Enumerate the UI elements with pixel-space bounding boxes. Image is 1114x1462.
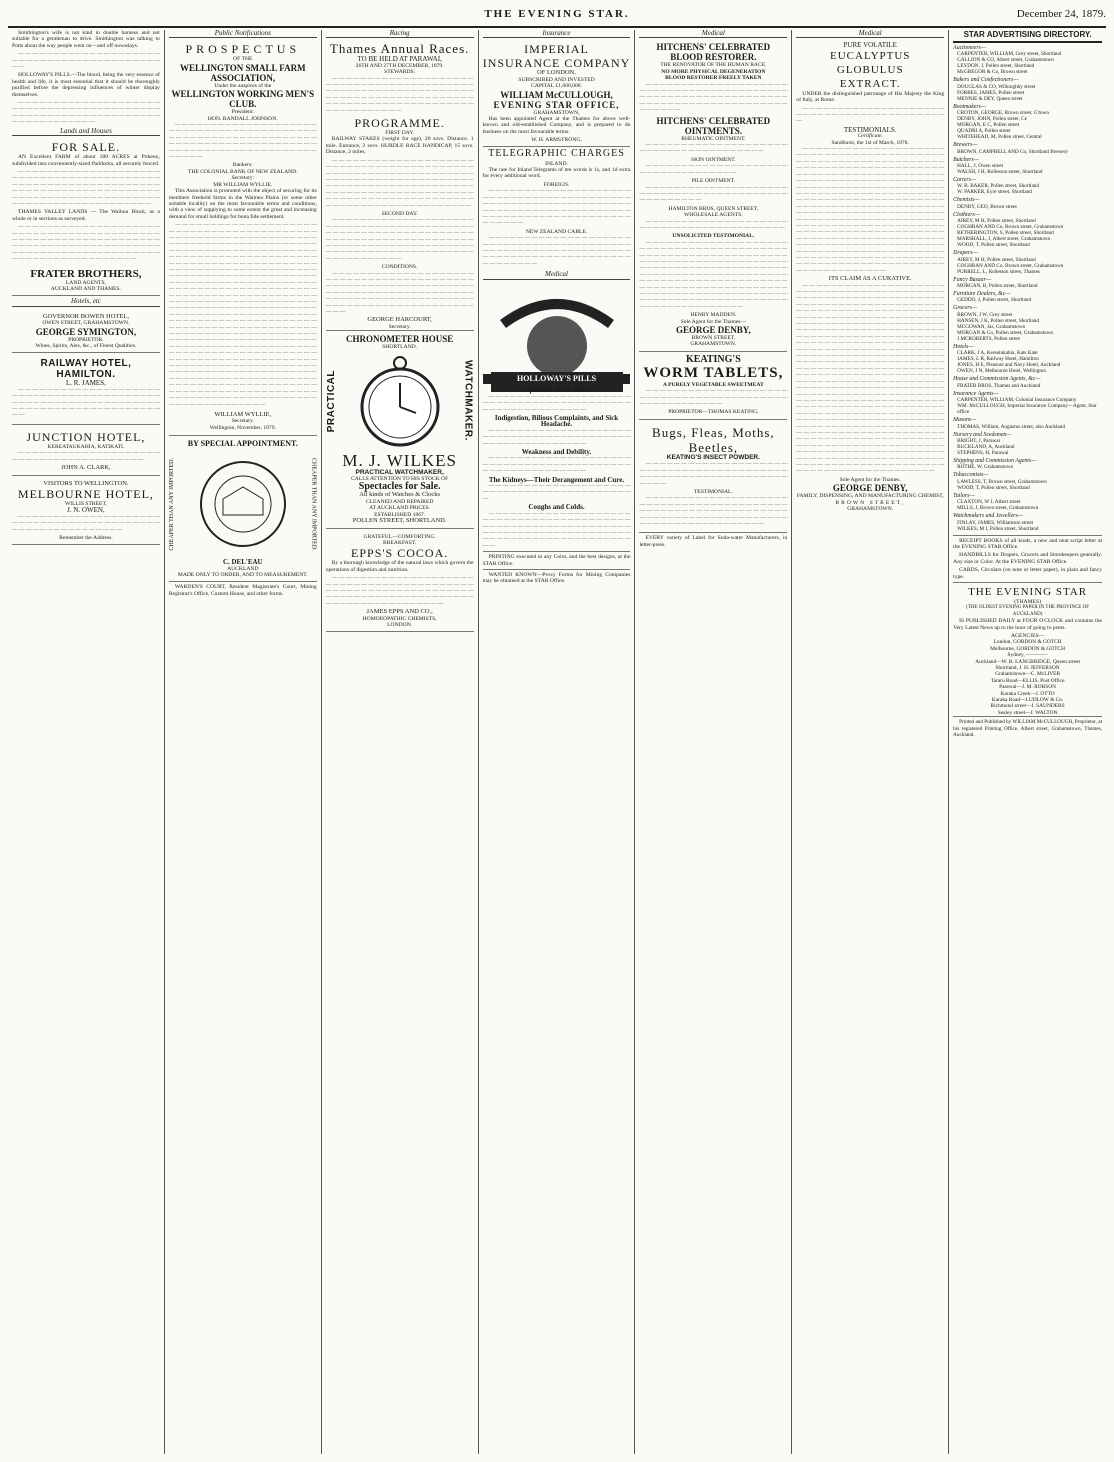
receipt-ad: RECEIPT BOOKS of all kinds, a new and neat script letter at the EVENING STAR Office. [953, 535, 1102, 551]
second-day-list: — — — — — — — — — — — — — — — — — — — — — — — — — — — — — — — — — — — — — — — — — — — — — — — — — — — — — — — — — — — — — — — — — — — — — — — — — — — — — — — — — — — — — — — — — — — — — — — — — — — — — — — — — — — — — — — — — — — — — — — — — — — — — — — — — — — — — — — — [325, 217, 474, 262]
epps-ad [326, 531, 474, 633]
cards-ad: CARDS, Circulars (on note or letter paper), in plain and fancy type. [953, 567, 1103, 580]
george-symington: GEORGE SYMINGTON, [35, 326, 137, 337]
lead-paragraph: Smithington's wife is not kind in double harness and not suitable for a gentleman to drive. Smithington was talking to Potts about the way people went on—and off nowadays. [12, 30, 160, 49]
directory-entry: JONES, H E, Pleasure and Navy Hotel, Auckland [957, 362, 1061, 369]
harcourt-sub: Secretary. [388, 323, 411, 330]
club-name: WELLINGTON WORKING MEN'S CLUB. [171, 89, 315, 110]
grateful: GRATEFUL—COMFORTING. [363, 533, 436, 540]
armstrong: W. H. ARMSTRONG, [531, 137, 582, 144]
henry-madden: HENRY MADDEN. [690, 312, 737, 319]
chrono-place: SHORTLAND. [382, 344, 418, 351]
agency-entry: Auckland—W. B. LANGBRIDGE, Queen street [975, 658, 1080, 665]
pollen-street: POLLEN STREET, SHORTLAND. [352, 517, 447, 525]
directory-entry: MENNIE & DEY, Queen street [957, 95, 1023, 102]
evening-star-sub: (THAMES) [1014, 598, 1041, 605]
chrono-heading: CHRONOMETER HOUSE [346, 334, 454, 345]
published-daily: IS PUBLISHED DAILY at FOUR O'CLOCK and contains the Very Latest News up to the hour of going to press. [953, 618, 1103, 631]
nz-cable-body: — — — — — — — — — — — — — — — — — — — — — — — — — — — — — — — — — — — — — — — — — — — — — — — — — — — — — — — — — — — — — — — — — — — — — — — — — — — — — — — — — — — — — — — — — — — [482, 235, 631, 267]
kidneys-body: — — — — — — — — — — — — — — — — — — — — — — — — — — — — — — — — — — — — — — — — — — [482, 483, 631, 502]
governor-bowen-ad [12, 311, 160, 354]
hamilton: HAMILTON BROS, QUEEN STREET, [668, 205, 759, 212]
agency-entry: Parawai—J. M. ROBSON [999, 684, 1057, 691]
denby-right: GEORGE DENBY, [832, 483, 908, 494]
under-auspices: Under the auspices of the [214, 82, 272, 89]
column-7 [949, 30, 1106, 1454]
agents-list: — — — — — — — — — — — — — — — — — — — — — — — — — — — — — — — — — — — — — — — — — [639, 218, 788, 231]
directory-entry: DENBY, JOHN, Pollen street, Ce [957, 116, 1027, 123]
warden-notice: WARDEN'S COURT, Resident Magistrate's Court, Mining Registrar's Office, Custom House, and other forms. [168, 584, 317, 597]
agency-entry: Sydney, ———— [1007, 652, 1048, 659]
worm-tablets: WORM TABLETS, [643, 364, 784, 381]
bugs-heading: Bugs, Fleas, Moths, Beetles, [652, 424, 775, 455]
breakfast: BREAKFAST. [383, 539, 417, 546]
forsale-heading: FOR SALE. [51, 140, 121, 155]
directory-entry: GEDDO, J, Pollen street, Shortland [957, 297, 1032, 304]
unsolicited-body: — — — — — — — — — — — — — — — — — — — — — — — — — — — — — — — — — — — — — — — — — — — — — — — — — — — — — — — — — — — — — — — — — — — — — — — — — — — — — — — — — — — — — — — — — — — — — — — — — — — — — — — — — — — — — — — — — — — — — — — — — — — — — — — — — — — — — — — — — — — — — — — — — — — — — — — — — — — — — — — — — — — — — — — — — — — — — — — — — — — — — — — — — — — — — — — — — — — — — — — — — — — — — — — — — — — — — — — — — — — — — — — — [639, 239, 788, 310]
wilkes-sub: PRACTICAL WATCHMAKER, [355, 468, 444, 476]
indigestion-body: — — — — — — — — — — — — — — — — — — — — — — — — — — — — — — — — — — — — — — — — — — — — — — — — — — — — — — — — [482, 427, 631, 447]
worm-sub: A PURELY VEGETABLE SWEETMEAT [662, 381, 764, 388]
masthead-rule [8, 26, 1106, 28]
dated-line: Wellington, November, 1879. [209, 424, 276, 431]
watchmaker-vertical: WATCHMAKER. [462, 360, 474, 442]
visitors-heading: VISITORS TO WELLINGTON. [43, 479, 129, 487]
directory-entry: CROTON, GEORGE, Brown street, G'town [957, 110, 1049, 117]
directory-entry: WOOD, T, Pollen street, Shortland [957, 484, 1030, 491]
junction-hotel-ad [12, 427, 160, 476]
masthead [8, 8, 1106, 24]
column-4 [479, 30, 636, 1454]
directory-entry: BETHERINGTON, S, Pollen street, Shortland [957, 230, 1054, 237]
directory-entry: WOOD, T, Pollen street, Shortland [957, 242, 1030, 249]
directory-entry: W. PARKER, Eyre street, Shortland [957, 189, 1032, 196]
directory-heading: Shipping and Commission Agents— [953, 457, 1037, 464]
epps-sig: JAMES EPPS AND CO., [366, 608, 433, 616]
pile: PILE OINTMENT. [691, 178, 736, 185]
signed-name: WILLIAM WYLLIE, [214, 410, 272, 418]
skin: SKIN OINTMENT. [691, 156, 736, 163]
epps-body-cont: — — — — — — — — — — — — — — — — — — — — — — — — — — — — — — — — — — — — — — — — — — — — — — — — — — — — — — — — — — — — — — — — — — — — — — — — — — — — — — — — — — — — — — — — — — — — — — — — — — — — [325, 575, 474, 607]
eucalyptus: EUCALYPTUS GLOBULUS [830, 49, 911, 76]
column-1 [8, 30, 165, 1454]
stewards-label: STEWARDS: [384, 69, 416, 76]
directory-entry: LEYDON, J, Pollen street, Shortland [957, 63, 1035, 70]
first-day: FIRST DAY. [385, 130, 415, 137]
junction-body: — — — — — — — — — — — — — — — — — — — — — — — — — — — — — — — — — — — — — — — [12, 450, 160, 463]
cheaper-left: CHEAPER THAN ANY IMPORTED. [168, 457, 175, 551]
agencies-list [953, 639, 1102, 716]
second-day: SECOND DAY. [381, 210, 418, 217]
directory-entry: LAWLESS, T, Brown street, Grahamstown [957, 478, 1047, 485]
deleau-stamp-icon [198, 459, 288, 549]
secretary-name: MR WILLIAM WYLLIE. [213, 181, 273, 188]
handbills-ad: HANDBILLS for Drapers, Grocers and Storekeepers generally. Any size or Color. At the EVENING STAR Office. [953, 552, 1103, 565]
prospectus-heading: PROSPECTUS [185, 42, 301, 57]
frater-ad [12, 265, 160, 297]
renovator: THE RENOVATOR OF THE HUMAN RACE. [660, 62, 767, 69]
claim-heading: ITS CLAIM AS A CURATIVE. [828, 275, 912, 283]
frater-sub: LAND AGENTS, [65, 279, 106, 286]
section-heading-insurance: Insurance [483, 30, 631, 38]
star-office: EVENING STAR OFFICE, [493, 99, 620, 110]
insect-testimonial: TESTIMONIAL. [693, 488, 733, 495]
president-label: President: [231, 109, 254, 116]
mccullough: WILLIAM McCULLOUGH, [500, 89, 613, 100]
junction-addr: KEREATAUKAHIA, KATIKATI. [47, 443, 125, 450]
agencies-label: AGENCIES— [1010, 633, 1045, 639]
melbourne-name: MELBOURNE HOTEL, [17, 486, 154, 501]
weakness: Weakness and Debility. [521, 448, 592, 457]
made-to-order: MADE ONLY TO ORDER, AND TO MEASUREMENT. [177, 571, 308, 578]
certificate: Certificate. [857, 133, 883, 140]
telegraph-body: The rate for Inland Telegrams of ten words is 1s, and 1d extra for every additional word. [482, 167, 631, 180]
directory-entry: CARPENTER, WILLIAM, Colonial Insurance Company [957, 397, 1077, 404]
race-list: — — — — — — — — — — — — — — — — — — — — — — — — — — — — — — — — — — — — — — — — — — — — — — — — — — — — — — — — — — — — — — — — — — — — — — — — — — — — — — — — — — — — — — — — — — — — — — — — — — — — — — — — — — — — — — — — — — — — — — — — — — — — — — — — — — — — — — — — — — — — — — — — — — — — — — — — — — — — — — — — — — — — — — — [325, 157, 474, 209]
directory-entry: CLARK, J A, Kereatukahia, Kats Kate [957, 350, 1038, 357]
epps-sub: HOMOEOPATHIC CHEMISTS, [362, 615, 437, 622]
wilkes-name: M. J. WILKES [342, 450, 457, 470]
denby: GEORGE DENBY, [676, 325, 751, 336]
testimonials: TESTIMONIALS. [843, 125, 897, 134]
special-appointment: BY SPECIAL APPOINTMENT. [187, 439, 298, 449]
directory-heading: Butchers— [953, 156, 979, 163]
owen-name: J. N. OWEN, [67, 506, 105, 515]
governor-bowen-addr: OWEN STREET, GRAHAMSTOWN. [42, 320, 130, 327]
directory-entry: BROWN, J W, Grey street [957, 311, 1013, 318]
bankers-label: Bankers: [232, 162, 253, 169]
of-london: OF LONDON. [537, 69, 576, 77]
directory-entry: OWEN, J N, Melbourne Hotel, Wellington [957, 368, 1046, 375]
bank-name: THE COLONIAL BANK OF NEW ZEALAND. [187, 168, 298, 175]
directory-entry: WHITEHEAD, M, Pollen street, Central [957, 134, 1042, 141]
newspaper-title: THE EVENING STAR. [484, 8, 630, 20]
no-more: NO MORE PHYSICAL DEGENERATION [661, 68, 766, 75]
frater-addr: AUCKLAND AND THAMES. [50, 286, 122, 292]
epps-london: LONDON. [387, 621, 413, 628]
thomas-keating: PROPRIETOR—THOMAS KEATING, [668, 409, 759, 416]
wines-line: Wines, Spirits, Ales, &c., of Finest Qualities. [35, 343, 137, 350]
capital: CAPITAL £1,600,000. [531, 83, 582, 90]
directory-heading: Tailors— [953, 492, 975, 499]
railway-hotel-ad [12, 355, 160, 424]
directory-heading: Insurance Agents— [953, 390, 999, 397]
wanted-ad: WANTED KNOWN—Proxy Forms for Mining Companies may be obtained at the STAR Office. [483, 569, 631, 585]
directory-list [953, 45, 1102, 532]
cheaper-right: CHEAPER THAN ANY IMPORTED. [310, 457, 317, 551]
patronage-body: — — — — — — — — — — — — — — — — — — — — — — — — — — — — — — — — — — — — — — — — — — [796, 105, 945, 125]
assoc-name: WELLINGTON SMALL FARM ASSOCIATION, [179, 62, 306, 83]
column-5 [635, 30, 792, 1454]
directory-entry: MORGAN & Co, Pollen street, Grahamstown [957, 329, 1053, 336]
directory-entry: WALSH, J H, Rolleston street, Shortland [957, 169, 1043, 176]
forsale-body: AN Excellent FARM of about 180 ACRES at Pokeno, subdivided into conveniently-sized Paddocks, all securely fenced. [12, 154, 160, 167]
epps-body: By a thorough knowledge of the natural laws which govern the operations of digestion and nutrition. [325, 560, 474, 573]
evening-star-old: (THE OLDEST EVENING PAPER IN THE PROVINCE OF AUCKLAND) [966, 605, 1089, 617]
rheumatic-body: — — — — — — — — — — — — — — — — — — — — — — — — — — — — — — — — — — — — — — [639, 142, 788, 155]
directory-entry: J MCROBERTS, Pollen street [957, 335, 1020, 342]
clark-name: JOHN A. CLARK, [61, 464, 111, 472]
hitchens-body: — — — — — — — — — — — — — — — — — — — — — — — — — — — — — — — — — — — — — — — — — — — — — — — — — — — — — — — — — — — — — — — — — — — — — — — — — — — — — — — — — — — — — — — — — [639, 81, 788, 114]
column-2 [165, 30, 322, 1454]
directory-entry: W. B. BAKER, Pollen street, Shortland [957, 183, 1039, 190]
ointments: HITCHENS' CELEBRATED OINTMENTS. [656, 115, 771, 136]
sole-agent: Sole Agent for the Thames. [839, 476, 901, 483]
thames-valley-cont: — — — — — — — — — — — — — — — — — — — — — — — — — — — — — — — — — — — — — — — — — — — — — — — — — — — — — — — — — — — — — — — — — — — — — — — — — — — — — — — — — — — — — — — — — — — — — — — — — — — — — — — — — — — — — — — — — — — — — — — — — — [12, 224, 160, 263]
directory-entry: MCGOWAN, Jas, Grahamstown [957, 323, 1026, 330]
hitchens: HITCHENS' CELEBRATED BLOOD RESTORER. [656, 42, 771, 63]
claim-body: — — — — — — — — — — — — — — — — — — — — — — — — — — — — — — — — — — — — — — — — — — — — — — — — — — — — — — — — — — — — — — — — — — — — — — — — — — — — — — — — — — — — — — — — — — — — — — — — — — — — — — — — — — — — — — — — — — — — — — — — — — — — — — — — — — — — — — — — — — — — — — — — — — — — — — — — — — — — — — — — — — — — — — — — — — — — — — — — — — — — — — — — — — — — — — — — — — — — — — — — — — — — — — — — — — — — — — — — — — — — — — — — — — — — — — — — — — — — — — — — — — — — — — — — — — — — — — — — — — — — — — — — — — — — — — — — — — — — — — — — — — — — — — — — — — — — — — — — — — — — — — — — — — — — — — — — — — — — — — — — — — — — — — — — — — — — — — — — — — — — — — — — — — — — — — — — — — — — — — — — — — — — — — — — — — — — — — — — — — — — — — — — — — — — — — — — — — — — — — — — — — — — — — — — — — — — — — — — — — — — — — — — — — — — — — — — — — — — — — — — — — — — — — — — — — — — — — — — — — — — — — — — — — — — — — — — — — — — — — — — — — — — — — — — — — — — — — — — — — — — — — — — — — — — — — — — — — — — — — — — — — — — — — — — — — — — — — — — — — — — — — — — — — — — — — — — — — — — — — — — — — — — — — — — — — — — — — — — — — — — — — — — — — — — — — — — — — — — — — — — — — — — — — — — — — — — — — — — — — — — — — — — — — — — [796, 282, 945, 475]
imperial: IMPERIAL [524, 42, 589, 57]
president-name: HON. RANDALL JOHNSON. [207, 115, 278, 122]
agency-entry: Karaka Road—LUDLOW & Co. [991, 697, 1064, 704]
directory-entry: WM. McCULLOUGH, Imperial Insurance Company—Agent, Star office [957, 403, 1097, 416]
agency-entry: Shortland, J. H. JEFFERSON [995, 665, 1060, 672]
wholesale: WHOLESALE AGENTS. [684, 212, 743, 219]
directory-heading: Grocers— [953, 305, 978, 312]
pocket-watch-icon [354, 353, 446, 449]
agency-entry: Melbourne, GORDON & GOTCH [990, 645, 1066, 652]
inland: INLAND. [545, 160, 568, 167]
directory-entry: COGHRAN AND Co, Brown street, Grahamstown [957, 224, 1064, 231]
directory-heading: Furniture Dealers, &c— [953, 291, 1011, 298]
conditions-body: — — — — — — — — — — — — — — — — — — — — — — — — — — — — — — — — — — — — — — — — — — — — — — — — — — — — — — — — — — — — — — — — — — — — — — — — — — — — — — — — — — — — — — — — — — — — — — — — — — — — — — — — — — — — — — — — — — — — — — — — — — — — — — — — [325, 270, 474, 316]
keatings-insect-ad [639, 422, 787, 533]
deleau-ad [169, 435, 317, 582]
directory-entry: CARPENTER, WILLIAM, Grey street, Shortland [957, 51, 1062, 58]
agency-entry: London, GORDON & GOTCH [993, 639, 1062, 646]
foreign: FOREIGN. [543, 181, 570, 188]
epps-cocoa: EPPS'S COCOA. [351, 546, 449, 561]
of-the: OF THE [233, 56, 253, 63]
deleau-city: AUCKLAND [227, 565, 259, 572]
graham-town: GRAHAMSTOWN. [690, 341, 737, 348]
junction-name: JUNCTION HOTEL, [26, 429, 146, 444]
directory-entry: FORBES, JAMES, Pollen street [957, 89, 1025, 96]
insect-body: — — — — — — — — — — — — — — — — — — — — — — — — — — — — — — — — — — — — — — — — — — — — — — — — — — — — — — — — — — — — — — — — — — [639, 461, 788, 487]
directory-entry: DOUGLAS & CO, Willoughby street [957, 83, 1036, 90]
calls-attention: CALLS ATTENTION TO HIS STOCK OF [351, 476, 449, 483]
under-patronage: UNDER the distinguished patronage of His Majesty the King of Italy, at Rome. [796, 90, 945, 104]
coughs-body: — — — — — — — — — — — — — — — — — — — — — — — — — — — — — — — — — — — — — — — — — — — — — — — — — — — — — — — — — — — — — — — — — — — — — — — — — — — — — — — — — — — — — — — — — — — — — — — — — — — — — — — — — — [482, 510, 631, 549]
subscribed: SUBSCRIBED AND INVESTED [518, 76, 595, 83]
weakness-body: — — — — — — — — — — — — — — — — — — — — — — — — — — — — — — — — — — — — — — — — — — — — — — — — — — — — — — — — [482, 455, 631, 475]
nz-cable: NEW ZEALAND CABLE. [525, 228, 588, 235]
directory-entry: DENBY, GEO, Brown street [957, 203, 1017, 210]
wilkes-ad [326, 330, 474, 528]
george-sub: PROPRIETOR. [68, 336, 104, 343]
directory-entry: MORGAN, E C, Pollen street [957, 122, 1020, 129]
testimonials-body: — — — — — — — — — — — — — — — — — — — — — — — — — — — — — — — — — — — — — — — — — — — — — — — — — — — — — — — — — — — — — — — — — — — — — — — — — — — — — — — — — — — — — — — — — — — — — — — — — — — — — — — — — — — — — — — — — — — — — — — — — — — — — — — — — — — — — — — — — — — — — — — — — — — — — — — — — — — — — — — — — — — — — — — — — — — — — — — — — — — — — — — — — — — — — — — — — — — — — — — — — — — — — — — — — — — — — — — — — — — — — — — — — — — — — — — — — — — — — — — — — — — — — — — — — — — — — — — — — — — — — — — — — — — — — — — — — — — — — — — — — — — — — — — — — — — — — — — — — — — — — — — — — — — — — — — — — — — — — — — — — — — — — — — — — — — — — — — — — — — — — — — — — — — — — — — — — — — — — — — — — — — — — — — — — — — — — — — — — — — — — — — — — — — — — — — — — — — — — — — — — — — — — — — — — — — [796, 146, 945, 274]
directory-heading: Brewers— [953, 142, 978, 149]
skin-body: — — — — — — — — — — — — — — — — — — — — — — — — — — — — — — — — — — [639, 163, 788, 176]
unsolicited: UNSOLICITED TESTIMONIAL. [672, 233, 755, 240]
directory-entry: QUADRI A, Pollen street [957, 128, 1011, 135]
pure-volatile: PURE VOLATILE [843, 41, 897, 50]
thames-valley: THAMES VALLEY LANDS — The Waihou Block, as a whole or in sections as surveyed. [12, 209, 160, 222]
directory-heading: Hotels— [953, 343, 974, 350]
page-columns [8, 30, 1106, 1454]
directory-heading: Auctioneers— [953, 45, 986, 51]
directory-heading: Watchmakers and Jewellers— [953, 513, 1023, 520]
railway-prop: L. R. JAMES, [65, 379, 106, 388]
directory-entry: CLAXTON, W J, Albert street [957, 499, 1021, 506]
races-title: Thames Annual Races. [329, 41, 470, 57]
section-heading-racing: Racing [326, 30, 474, 38]
directory-entry: AIREY, M H, Pollen street, Shortland [957, 218, 1036, 225]
forsale-body-cont: — — — — — — — — — — — — — — — — — — — — — — — — — — — — — — — — — — — — — — — — — — — — — — — — — — — — — — — — — — — — — — — — — — — — — — — — — — — — — — — — — — — — — — — — — — — — — — — — — — — — — — — — — — — — — — — — — — — — — — — — — — — — [12, 168, 160, 207]
signed-sub: Secretary. [231, 418, 254, 425]
grahamstown-right: GRAHAMSTOWN. [847, 506, 894, 512]
directory-heading: House and Commission Agents, &c— [953, 376, 1041, 383]
directory-entry: THOMAS, William, Augustus street, also Auckland [957, 423, 1065, 430]
directory-heading: Clothiers— [953, 211, 980, 218]
conditions-heading: CONDITIONS. [381, 264, 418, 271]
directory-entry: AIREY, M H, Pollen street, Shortland [957, 256, 1036, 263]
lead-paragraph-cont: — — — — — — — — — — — — — — — — — — — — — — — — — — — — — — — — — — — — — — — — — — — [12, 51, 160, 71]
directory-entry: HALL, J, Owen street [957, 163, 1004, 170]
directory-entry: GALLION & CO, Albert street, Grahamstown [957, 57, 1054, 64]
directory-heading: Chemists— [953, 197, 980, 204]
directory-heading: Fancy Bazaar— [953, 276, 991, 283]
agency-entry: Karaka Creek—J. OTTO [1000, 690, 1055, 697]
directory-entry: BRIGHT, J, Parawai [957, 437, 1000, 444]
directory-entry: STEPHENS, H, Parawai [957, 449, 1009, 456]
governor-bowen-name: GOVERNOR BOWEN HOTEL, [42, 312, 129, 320]
railway-body: — — — — — — — — — — — — — — — — — — — — — — — — — — — — — — — — — — — — — — — — — — — — — — — — — — — — — — — — — — — — — — — — — — — — — — — — — — — — — — — — — — — — — [12, 386, 160, 419]
section-heading-medical-mid: Medical [639, 30, 787, 38]
kidneys: The Kidneys—Their Derangement and Cure. [488, 475, 625, 484]
melbourne-body: — — — — — — — — — — — — — — — — — — — — — — — — — — — — — — — — — — — — — — — — — — — — — — — — — — — — — — — — — [12, 513, 160, 533]
impurities: Impurities of the Blood. [520, 386, 593, 395]
race-body: RAILWAY STAKES (weight for age), 20 sovs. Distance, 1 mile. Entrance, 2 sovs. HURDLE RACE HANDICAP, 15 sovs. Distance, 2 miles. [325, 136, 474, 156]
clocks: All kinds of Watches & Clocks [359, 491, 441, 499]
directory-entry: ROTHE, W, Grahamstown [957, 464, 1014, 471]
issue-date: December 24, 1879. [1016, 8, 1106, 20]
directory-entry: WILKES, M J, Pollen street, Shortland [957, 525, 1039, 532]
section-heading-public: Public Notifications [169, 30, 317, 38]
directory-entry: MILLS, J, Brown street, Grahamstown [957, 505, 1039, 512]
printing-ad: PRINTING executed in any Color, and the best designs, at the STAR Office. [483, 551, 631, 567]
agent-for: Sole Agent for the Thames— [680, 318, 747, 325]
directory-heading: Nursery and Seedsmen— [953, 431, 1012, 438]
programme-heading: PROGRAMME. [354, 116, 445, 131]
brown-street: BROWN STREET, [691, 335, 736, 342]
insect-powder: KEATING'S INSECT POWDER. [666, 453, 760, 461]
section-heading-lands: Lands and Houses [12, 128, 160, 136]
deleau-name: C. DEL'EAU [222, 558, 263, 567]
directory-entry: BROWN, CAMPBELL AND Co, Shortland Brewery [957, 148, 1069, 155]
agency-entry: Sealey street—J. WALTON [997, 709, 1058, 716]
practical-vertical: PRACTICAL [325, 369, 337, 432]
directory-entry: PURRELL, L, Rolleston street, Thames [957, 268, 1040, 275]
column-6 [792, 30, 949, 1454]
stewards-list: — — — — — — — — — — — — — — — — — — — — — — — — — — — — — — — — — — — — — — — — — — — — — — — — — — — — — — — — — — — — — — — — — — — — — — — — — — — — — — — — — — — — — — — — — — — — — — — — — — — — — — — — — — — — — — — — — — — [325, 75, 474, 114]
extract: EXTRACT. [839, 77, 901, 90]
printed-by: Printed and Published by WILLIAM McCULLOUGH, Proprietor, at his registered Printing Office, Albert street, Grahamstown, Thames, Auckland. [953, 716, 1102, 738]
willis-street: WILLIS STREET, [65, 500, 107, 507]
directory-entry: FINLAY, JAMES, Williamson street [957, 519, 1034, 526]
directory-heading: Masons— [953, 417, 977, 424]
cleaned: CLEANED AND REPAIRED [365, 498, 434, 505]
telegraph-rates: — — — — — — — — — — — — — — — — — — — — — — — — — — — — — — — — — — — — — — — — — — — — — — — — — — — — — — — — — — — — — — — — — — — — — — — — — — — — — — — — — — — — — — — — — — — — — — — — — — — — — — — — — — — — — — [482, 188, 631, 227]
keatings: KEATING'S [685, 353, 741, 365]
frater-name: FRATER BROTHERS, [30, 267, 142, 280]
directory-entry: BUCKLAND, A, Auckland [957, 443, 1015, 450]
pile-body: — — — — — — — — — — — — — — — — — — — — — — — — — — — — — — — — — — — — — — — — — — — — — — — — — — [639, 184, 788, 204]
harcourt-sig: GEORGE HARCOURT, [367, 316, 432, 324]
directory-entry: MARSHALL, J, Albert street, Grahamstown [957, 236, 1051, 243]
railway-hotel-name: RAILWAY HOTEL, HAMILTON. [40, 358, 132, 381]
directory-heading: Drapers— [953, 250, 978, 257]
agent-body: Has been appointed Agent at the Thames for above well-known and old-established Company, and is prepared to do business on the most favourable terms. [482, 116, 631, 135]
agency-entry: Grahamstown—C. McLIVER [995, 671, 1061, 678]
holloway-paragraph: HOLLOWAY'S PILLS.—The blood, being the very essence of health and life, it is most essential that it should be thoroughly purified before the depressing influences of winter display themselves. [12, 72, 160, 98]
every-variety-ad: EVERY variety of Label for Soda-water Manufacturers, in letter-press. [639, 535, 788, 548]
directory-heading: Bakers and Confectioners— [953, 77, 1019, 84]
agency-entry: Richmond street—J. SAUNDERS [990, 703, 1065, 710]
directory-entry: FRATER BROS, Thames and Auckland [957, 382, 1041, 389]
directory-entry: COGHRAN AND Co, Brown street, Grahamstown [957, 262, 1064, 269]
impurities-body: — — — — — — — — — — — — — — — — — — — — — — — — — — — — — — — — — — — — — — — — — — — — — — — — — — — — — — — — [482, 393, 631, 413]
section-heading-hotels: Hotels, etc [12, 298, 160, 306]
prospectus-body: This Association is promoted with the object of securing for its members freehold farms in the Waimea Plains (or some other suitable locality) on the most favourable terms and conditions, with a view of supplying to some extent the great and increasing demand for small holdings for bona fide settlement. [168, 188, 317, 220]
directory-title: STAR ADVERTISING DIRECTORY. [953, 30, 1102, 43]
grahamstown: GRAHAMSTOWN, [533, 109, 580, 116]
directory-entry: HANSEN, J K, Pollen street, Shortland [957, 317, 1039, 324]
established: ESTABLISHED 1867. [374, 511, 426, 518]
directory-entry: JAMES, L R, Railway Hotel, Hamilton [957, 356, 1039, 363]
secretary-label: Secretary: [231, 175, 255, 182]
melbourne-hotel-ad [12, 478, 160, 546]
races-dates: 26TH AND 27TH DECEMBER, 1879. [355, 62, 444, 69]
holloway-pills-banner: HOLLOWAY'S PILLS [483, 374, 631, 384]
evening-star-title: THE EVENING STAR [953, 582, 1102, 599]
prospectus-body-cont: — — — — — — — — — — — — — — — — — — — — — — — — — — — — — — — — — — — — — — — — — — — — — — — — — — — — — — — — — — — — — — — — — — — — — — — — — — — — — — — — — — — — — — — — — — — — — — — — — — — — — — — — — — — — — — — — — — — — — — — — — — — — — — — — — — — — — — — — — — — — — — — — — — — — — — — — — — — — — — — — — — — — — — — — — — — — — — — — — — — — — — — — — — — — — — — — — — — — — — — — — — — — — — — — — — — — — — — — — — — — — — — — — — — — — — — — — — — — — — — — — — — — — — — — — — — — — — — — — — — — — — — — — — — — — — — — — — — — — — — — — — — — — — — — — — — — — — — — — — — — — — — — — — — — — — — — — — — — — — — — — — — — — — — — — — — — — — — — — — — — — — — — — — — — — — — — — — — — — — — — — — — — — — — — — — — — — — — — — — — — — — — — — — — — — — — — — — — — — — — — — — — — — — — — — — — — — — — — — — — — — — — — — — — — — — — — — — — — — — — — — — — — — — — — — — — — — — — — — — — — — — — — — — — — — — — — — — — — — — — — — — — — — — — — — — — — — — — — — — — — — — — — — — — — — — — — — — — — — — — — — — — — — — — — — — — — — — — — — — — — — — — — — — — — — — — — — — — — — — — — — — — — — — — — — — — — — — — — — — — — — — — — — — — — — — — — — — — — — — — — — [168, 222, 317, 408]
keatings-worm-ad [639, 351, 787, 420]
column-3 [322, 30, 479, 1454]
remember-address: Remember the Address. [59, 534, 113, 541]
coughs: Coughs and Colds. [528, 503, 585, 512]
insect-testimonial-body: — — — — — — — — — — — — — — — — — — — — — — — — — — — — — — — — — — — — — — — — — — — — — — — — — — — — — — — — — — — — — — — — — — — — — — — — — — — — — — — — — — — — — — — — — — — — — — — — — — — — — [639, 495, 788, 527]
holloway-paragraph-cont: — — — — — — — — — — — — — — — — — — — — — — — — — — — — — — — — — — — — — — — — — — — — — — — — — — — — — — — — — — — — — — — — — — — — — — — — — — [12, 100, 160, 126]
officers-list: — — — — — — — — — — — — — — — — — — — — — — — — — — — — — — — — — — — — — — — — — — — — — — — — — — — — — — — — — — — — — — — — — — — — — — — — — — — — — — — — — — — — — — — — — — — — — — — — — — — — — — — — — — — — — [168, 122, 317, 161]
races-tobe: TO BE HELD AT PARAWAI, [357, 55, 442, 64]
section-heading-medical-left: Medical [483, 271, 631, 279]
prices: AT AUCKLAND PRICES. [369, 505, 431, 512]
rheumatic: RHEUMATIC OINTMENT. [681, 135, 746, 142]
brown-street-right: BROWN STREET, [835, 499, 906, 506]
directory-entry: MORGAN, B, Pollen street, Shortland [957, 283, 1038, 290]
spectacles: Spectacles for Sale. [358, 481, 441, 493]
insurance-company: INSURANCE COMPANY [482, 56, 631, 71]
section-heading-medical-right: Medical [796, 30, 944, 38]
family-chemist: FAMILY, DISPENSING, AND MANUFACTURING CHEMIST, [796, 493, 944, 500]
agency-entry: Tararu Road—ELLIS, Post Office [990, 677, 1065, 684]
indigestion: Indigestion, Bilious Complaints, and Sick Headache. [494, 414, 619, 429]
directory-heading: Carters— [953, 177, 977, 184]
directory-entry: McGREGOR & Co, Brown street [957, 69, 1028, 76]
sandhurst: Sandhurst, the 1st of March, 1878. [831, 139, 909, 146]
blood-free: BLOOD RESTORER FREELY TAKEN [665, 75, 762, 82]
telegraph-heading: TELEGRAPHIC CHARGES [483, 146, 631, 161]
directory-heading: Bootmakers— [953, 103, 987, 110]
worm-body: — — — — — — — — — — — — — — — — — — — — — — — — — — — — — — — — — — — — — — — — — — — — — — — — — — — — — [639, 388, 788, 408]
directory-heading: Tobacconists— [953, 472, 989, 479]
